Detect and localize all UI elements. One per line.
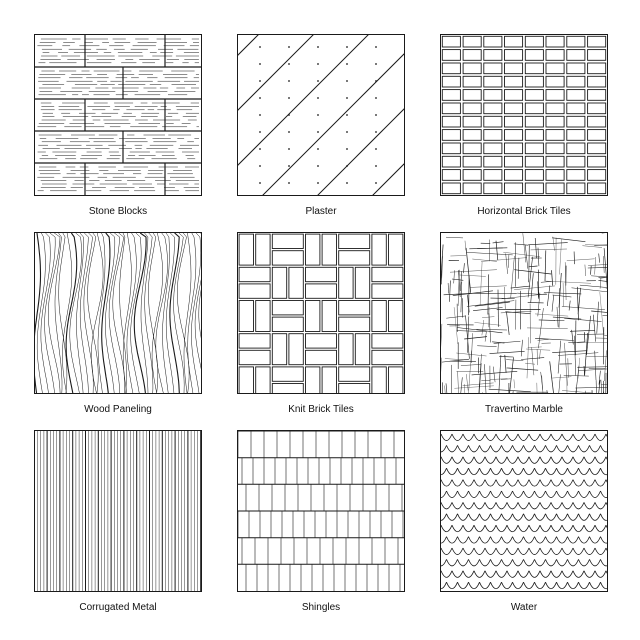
pattern-tile-corrugated-metal[interactable] bbox=[34, 430, 202, 620]
pattern-tile-shingles[interactable] bbox=[237, 430, 405, 620]
pattern-tile-knit-brick-tiles[interactable] bbox=[237, 232, 405, 422]
pattern-tile-stone-blocks[interactable] bbox=[34, 34, 202, 224]
pattern-tile-water[interactable] bbox=[440, 430, 608, 620]
pattern-label: Water bbox=[510, 602, 538, 613]
knit-brick-tiles-swatch bbox=[237, 232, 405, 394]
pattern-tile-plaster[interactable] bbox=[237, 34, 405, 224]
pattern-tile-wood-paneling[interactable] bbox=[34, 232, 202, 422]
shingles-swatch bbox=[237, 430, 405, 592]
pattern-label: Shingles bbox=[301, 602, 341, 613]
pattern-label: Corrugated Metal bbox=[79, 602, 157, 613]
water-swatch bbox=[440, 430, 608, 592]
travertino-marble-swatch bbox=[440, 232, 608, 394]
pattern-label: Knit Brick Tiles bbox=[288, 404, 354, 415]
pattern-tile-horizontal-brick-tiles[interactable] bbox=[440, 34, 608, 224]
wood-paneling-swatch bbox=[34, 232, 202, 394]
pattern-label: Wood Paneling bbox=[84, 404, 152, 415]
pattern-label: Plaster bbox=[305, 206, 337, 217]
plaster-swatch bbox=[237, 34, 405, 196]
pattern-label: Horizontal Brick Tiles bbox=[477, 206, 571, 217]
pattern-label: Travertino Marble bbox=[485, 404, 563, 415]
horizontal-brick-tiles-swatch bbox=[440, 34, 608, 196]
corrugated-metal-swatch bbox=[34, 430, 202, 592]
stone-blocks-swatch bbox=[34, 34, 202, 196]
pattern-tile-travertino-marble[interactable] bbox=[440, 232, 608, 422]
pattern-label: Stone Blocks bbox=[88, 206, 148, 217]
